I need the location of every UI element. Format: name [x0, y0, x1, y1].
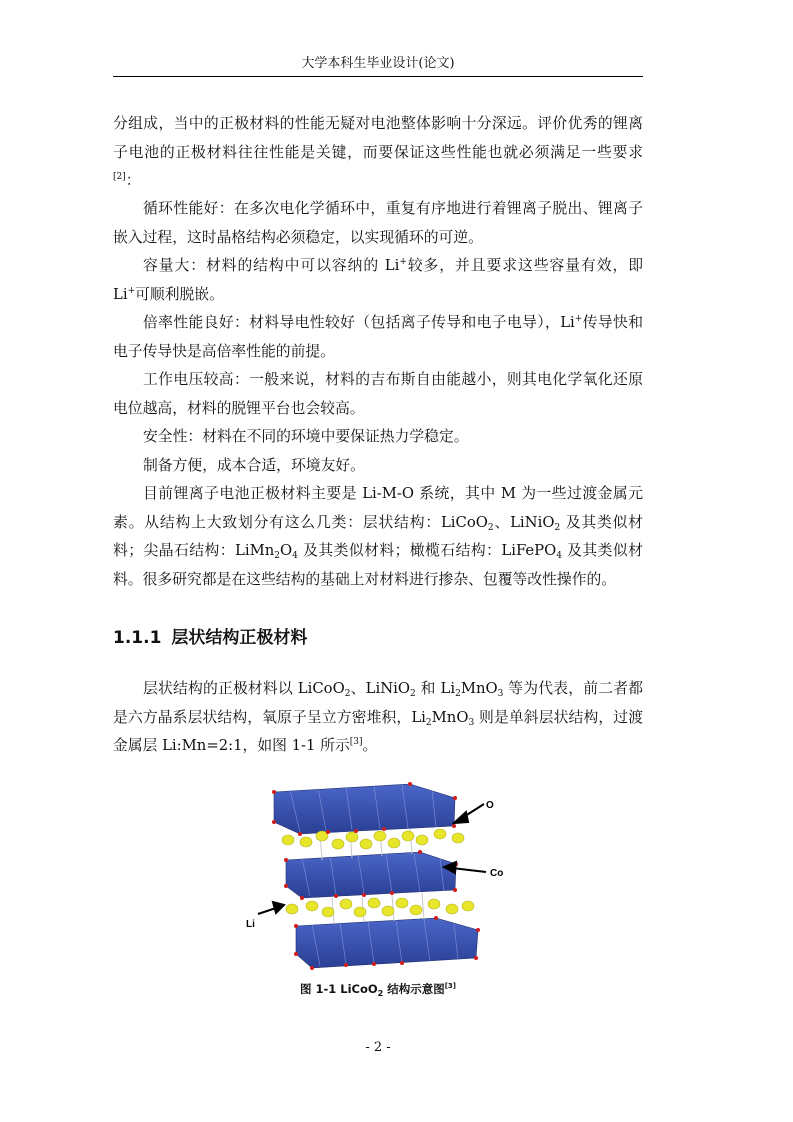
octahedron-layer-top: [274, 784, 455, 834]
paragraph-cycle-performance: 循环性能好：在多次电化学循环中，重复有序地进行着锂离子脱出、锂离子嵌入过程，这时晶格结构必须稳定，以实现循环的可逆。: [113, 200, 643, 246]
citation: [2]: [113, 172, 126, 182]
paragraph-intro: 分组成，当中的正极材料的性能无疑对电池整体影响十分深远。评价优秀的锂离子电池的正极材料往往性能是关键，而要保证这些性能也就必须满足一些要求[2]：: [113, 115, 643, 189]
octahedron-layer-bottom: [296, 918, 478, 968]
page-header: 大学本科生毕业设计(论文): [301, 56, 455, 71]
octahedron-layer-middle: [286, 852, 456, 898]
label-oxygen: O: [486, 800, 494, 811]
paragraph-voltage: 工作电压较高：一般来说，材料的吉布斯自由能越小，则其电化学氧化还原电位越高，材料的脱锂平台也会较高。: [113, 371, 643, 417]
paragraph-safety: 安全性：材料在不同的环境中要保证热力学稳定。: [143, 428, 469, 445]
label-lithium: Li: [246, 919, 255, 930]
section-heading: 1.1.1 层状结构正极材料: [113, 628, 308, 648]
paragraph-material-types: 目前锂离子电池正极材料主要是 Li-M-O 系统，其中 M 为一些过渡金属元素。从结构上大致划分有这么几类：层状结构：LiCoO$_2$、LiNiO$_2$ 及其类似材料；尖晶石结构：$LiMn_2O_4$ 及其类似材料；橄榄石结构：LiFePO$_4$ 及其类似材料。很多研究都是在这些结构的基础上对材料进行掺杂、包覆等改性操作的。: [113, 485, 643, 588]
figure-caption: 图 1-1 LiCoO$_2$ 结构示意图[3]: [299, 982, 457, 998]
label-cobalt: Co: [490, 868, 504, 879]
licoo2-structure-figure: [240, 782, 520, 977]
header-divider: [113, 76, 643, 77]
paragraph-cost: 制备方便，成本合适，环境友好。: [143, 457, 365, 474]
paragraph-layered-structure: 层状结构的正极材料以 LiCoO$_2$、LiNiO$_2$ 和 $Li_2MnO_3$ 等为代表，前二者都是六方晶系层状结构，氧原子呈立方密堆积，$Li_2MnO_3$ 则是单斜层状结构，过渡金属层 Li:Mn=2:1，如图 1-1 所示[3]。: [113, 680, 643, 754]
paragraph-capacity: 容量大：材料的结构中可以容纳的 Li+较多，并且要求这些容量有效，即 Li+可顺利脱嵌。: [113, 257, 643, 303]
paragraph-rate-performance: 倍率性能良好：材料导电性较好（包括离子传导和电子电导），Li+传导快和电子传导快是高倍率性能的前提。: [113, 314, 643, 360]
page-number: - 2 -: [365, 1040, 391, 1055]
